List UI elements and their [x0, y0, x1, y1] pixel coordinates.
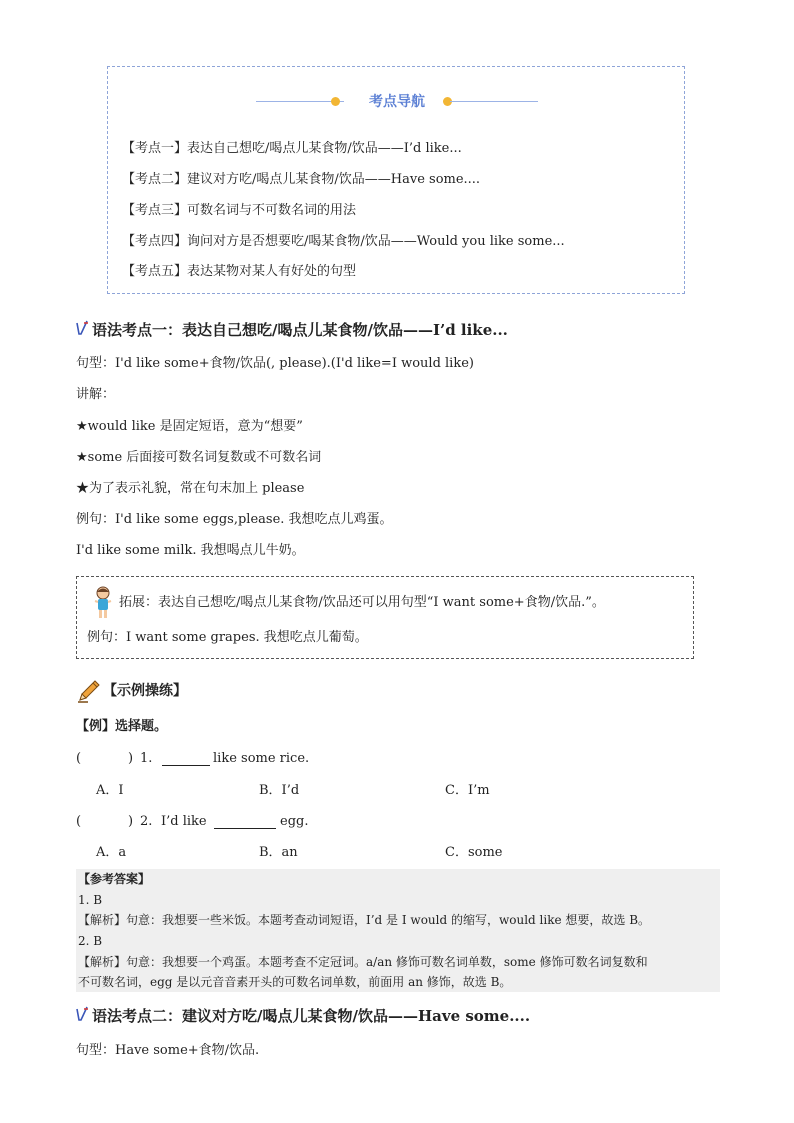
- example-subheading: 【例】选择题。: [76, 719, 168, 734]
- q1-text: like some rice.: [213, 751, 310, 766]
- section1-point-3: ★为了表示礼貌，常在句末加上 please: [76, 481, 305, 496]
- section1-explain-label: 讲解：: [76, 387, 116, 402]
- q1-option-b[interactable]: B．I’d: [259, 783, 300, 798]
- q2-paren-close: ): [128, 814, 134, 829]
- section1-point-2: ★some 后面接可数名词复数或不可数名词: [76, 450, 322, 465]
- example-heading: 【示例操练】: [103, 683, 187, 699]
- q1-number: 1.: [140, 751, 153, 766]
- extension-text: 拓展：表达自己想吃/喝点儿某食物/饮品还可以用句型“I want some+食物/饮品.”。: [119, 595, 605, 610]
- q2-number: 2.: [140, 814, 153, 829]
- section1-example-1: 例句：I'd like some eggs,please. 我想吃点儿鸡蛋。: [76, 512, 393, 527]
- q2-text-before: I’d like: [161, 814, 207, 829]
- nav-item-2: 【考点二】建议对方吃/喝点儿某食物/饮品——Have some....: [122, 172, 481, 187]
- section1-pattern: 句型：I'd like some+食物/饮品(, please).(I'd like=I would like): [76, 356, 474, 371]
- explanation-2-line-1: 【解析】句意：我想要一个鸡蛋。本题考查不定冠词。a/an 修饰可数名词单数，some 修饰可数名词复数和: [78, 955, 648, 969]
- q1-paren-close: ): [128, 751, 134, 766]
- pen-mark-icon-2: [76, 1006, 90, 1022]
- nav-item-5: 【考点五】表达某物对某人有好处的句型: [122, 264, 357, 279]
- q2-answer-blank[interactable]: [214, 815, 276, 829]
- pencil-icon: [76, 678, 102, 704]
- nav-item-1: 【考点一】表达自己想吃/喝点儿某食物/饮品——I’d like...: [122, 141, 462, 156]
- girl-icon: [92, 585, 114, 619]
- q2-option-a[interactable]: A．a: [96, 845, 127, 860]
- q1-option-a[interactable]: A．I: [96, 783, 124, 798]
- q2-paren-open: (: [76, 814, 82, 829]
- nav-item-4: 【考点四】询问对方是否想要吃/喝某食物/饮品——Would you like some...: [122, 234, 565, 249]
- explanation-1: 【解析】句意：我想要一些米饭。本题考查动词短语，I’d 是 I would 的缩写，would like 想要，故选 B。: [78, 913, 651, 927]
- section2-heading: 语法考点二：建议对方吃/喝点儿某食物/饮品——Have some....: [92, 1007, 531, 1025]
- extension-box: [76, 576, 694, 659]
- explanation-2-line-2: 不可数名词，egg 是以元音音素开头的可数名词单数，前面用 an 修饰，故选 B。: [78, 975, 512, 989]
- extension-example: 例句：I want some grapes. 我想吃点儿葡萄。: [87, 630, 368, 645]
- nav-item-3: 【考点三】可数名词与不可数名词的用法: [122, 203, 357, 218]
- q2-option-c[interactable]: C．some: [445, 845, 503, 860]
- q2-option-b[interactable]: B．an: [259, 845, 298, 860]
- answer-2: 2. B: [78, 934, 103, 948]
- q2-text-after: egg.: [280, 814, 309, 829]
- q1-paren-open: (: [76, 751, 82, 766]
- section1-example-2: I'd like some milk. 我想喝点儿牛奶。: [76, 543, 305, 558]
- pen-mark-icon: [76, 320, 90, 336]
- nav-title: 考点导航: [369, 94, 425, 110]
- nav-box: [107, 66, 685, 294]
- answer-1: 1. B: [78, 893, 103, 907]
- q1-option-c[interactable]: C．I’m: [445, 783, 490, 798]
- section1-point-1: ★would like 是固定短语，意为“想要”: [76, 419, 303, 434]
- section1-heading: 语法考点一：表达自己想吃/喝点儿某食物/饮品——I’d like...: [92, 321, 508, 339]
- q1-answer-blank[interactable]: [162, 752, 210, 766]
- answer-title: 【参考答案】: [78, 872, 151, 886]
- nav-decor-line-right: [450, 101, 538, 102]
- section2-pattern: 句型：Have some+食物/饮品.: [76, 1043, 260, 1058]
